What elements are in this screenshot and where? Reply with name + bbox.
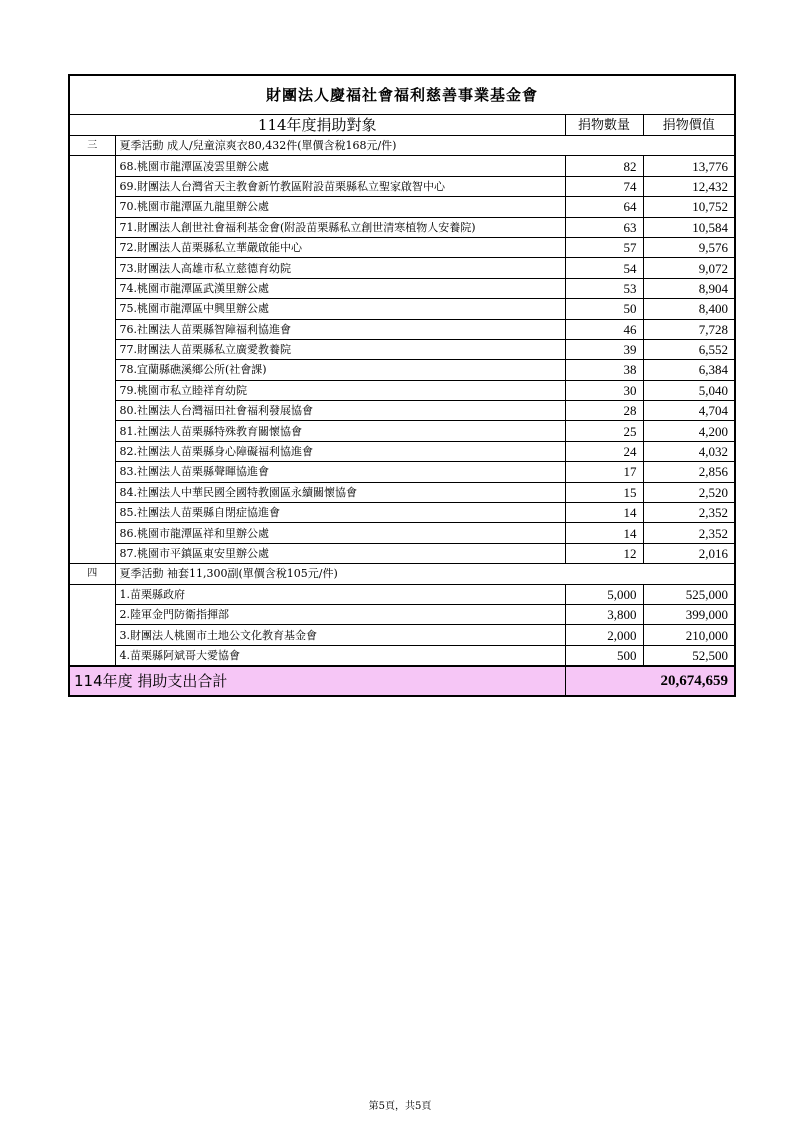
index-spacer: [69, 421, 115, 441]
value-cell: 210,000: [643, 625, 735, 645]
index-spacer: [69, 176, 115, 196]
recipient-name: 73.財團法人高雄市私立慈德育幼院: [115, 258, 565, 278]
table-body: [69, 75, 735, 696]
index-spacer: [69, 625, 115, 645]
value-cell: 5,040: [643, 380, 735, 400]
total-value: 20,674,659: [565, 666, 735, 696]
quantity-cell: 14: [565, 523, 643, 543]
quantity-cell: 64: [565, 197, 643, 217]
recipient-name: 86.桃園市龍潭區祥和里辦公處: [115, 523, 565, 543]
quantity-cell: 53: [565, 278, 643, 298]
quantity-cell: 28: [565, 401, 643, 421]
value-cell: 2,520: [643, 482, 735, 502]
quantity-cell: 63: [565, 217, 643, 237]
section-title: 夏季活動 袖套11,300副(單價含稅105元/件): [115, 564, 735, 584]
table-row: [69, 176, 735, 196]
document-title: 財團法人慶福社會福利慈善事業基金會: [69, 75, 735, 115]
value-cell: 2,352: [643, 503, 735, 523]
value-cell: 8,400: [643, 299, 735, 319]
index-spacer: [69, 482, 115, 502]
recipient-name: 72.財團法人苗栗縣私立華嚴啟能中心: [115, 237, 565, 257]
quantity-cell: 17: [565, 462, 643, 482]
table-row: [69, 482, 735, 502]
index-spacer: [69, 401, 115, 421]
total-label: 114年度 捐助支出合計: [69, 666, 565, 696]
value-cell: 8,904: [643, 278, 735, 298]
index-spacer: [69, 604, 115, 624]
value-cell: 6,552: [643, 339, 735, 359]
section-index: 三: [69, 136, 115, 156]
index-spacer: [69, 197, 115, 217]
index-spacer: [69, 217, 115, 237]
table-row: [69, 503, 735, 523]
header-row: [69, 115, 735, 136]
quantity-cell: 24: [565, 441, 643, 461]
recipient-name: 76.社團法人苗栗縣智障福利協進會: [115, 319, 565, 339]
header-recipient: 114年度捐助對象: [69, 115, 565, 136]
index-spacer: [69, 584, 115, 604]
recipient-name: 78.宜蘭縣礁溪鄉公所(社會課): [115, 360, 565, 380]
quantity-cell: 15: [565, 482, 643, 502]
index-spacer: [69, 523, 115, 543]
index-spacer: [69, 156, 115, 176]
recipient-name: 82.社團法人苗栗縣身心障礙福利協進會: [115, 441, 565, 461]
value-cell: 2,856: [643, 462, 735, 482]
index-spacer: [69, 380, 115, 400]
recipient-name: 85.社團法人苗栗縣自閉症協進會: [115, 503, 565, 523]
table-row: [69, 237, 735, 257]
recipient-name: 1.苗栗縣政府: [115, 584, 565, 604]
value-cell: 6,384: [643, 360, 735, 380]
quantity-cell: 3,800: [565, 604, 643, 624]
index-spacer: [69, 441, 115, 461]
value-cell: 10,752: [643, 197, 735, 217]
section-index: 四: [69, 564, 115, 584]
recipient-name: 74.桃園市龍潭區武漢里辦公處: [115, 278, 565, 298]
quantity-cell: 38: [565, 360, 643, 380]
quantity-cell: 74: [565, 176, 643, 196]
recipient-name: 77.財團法人苗栗縣私立廣愛教養院: [115, 339, 565, 359]
index-spacer: [69, 543, 115, 563]
index-spacer: [69, 339, 115, 359]
header-value: 捐物價值: [643, 115, 735, 136]
recipient-name: 87.桃園市平鎮區東安里辦公處: [115, 543, 565, 563]
recipient-name: 84.社團法人中華民國全國特教園區永續關懷協會: [115, 482, 565, 502]
header-quantity: 捐物數量: [565, 115, 643, 136]
table-row: [69, 339, 735, 359]
table-row: [69, 299, 735, 319]
quantity-cell: 46: [565, 319, 643, 339]
recipient-name: 4.苗栗縣阿斌哥大愛協會: [115, 645, 565, 666]
value-cell: 399,000: [643, 604, 735, 624]
value-cell: 52,500: [643, 645, 735, 666]
recipient-name: 71.財團法人創世社會福利基金會(附設苗栗縣私立創世清寒植物人安養院): [115, 217, 565, 237]
value-cell: 7,728: [643, 319, 735, 339]
index-spacer: [69, 278, 115, 298]
index-spacer: [69, 299, 115, 319]
value-cell: 9,072: [643, 258, 735, 278]
quantity-cell: 50: [565, 299, 643, 319]
table-row: [69, 462, 735, 482]
quantity-cell: 2,000: [565, 625, 643, 645]
quantity-cell: 39: [565, 339, 643, 359]
total-row: [69, 666, 735, 696]
index-spacer: [69, 258, 115, 278]
recipient-name: 75.桃園市龍潭區中興里辦公處: [115, 299, 565, 319]
table-row: [69, 319, 735, 339]
quantity-cell: 57: [565, 237, 643, 257]
section-title: 夏季活動 成人/兒童涼爽衣80,432件(單價含稅168元/件): [115, 136, 735, 156]
recipient-name: 2.陸軍金門防衛指揮部: [115, 604, 565, 624]
table-row: [69, 441, 735, 461]
value-cell: 9,576: [643, 237, 735, 257]
index-spacer: [69, 462, 115, 482]
quantity-cell: 25: [565, 421, 643, 441]
table-row: [69, 156, 735, 176]
table-row: [69, 258, 735, 278]
table-row: [69, 645, 735, 666]
table-row: [69, 625, 735, 645]
index-spacer: [69, 360, 115, 380]
recipient-name: 80.社團法人台灣福田社會福利發展協會: [115, 401, 565, 421]
value-cell: 10,584: [643, 217, 735, 237]
table-row: [69, 217, 735, 237]
donation-table: [68, 74, 736, 697]
quantity-cell: 30: [565, 380, 643, 400]
table-row: [69, 380, 735, 400]
section-row: [69, 136, 735, 156]
index-spacer: [69, 319, 115, 339]
page-number: 第5頁，共5頁: [368, 1101, 432, 1112]
index-spacer: [69, 503, 115, 523]
value-cell: 525,000: [643, 584, 735, 604]
table-row: [69, 604, 735, 624]
quantity-cell: 54: [565, 258, 643, 278]
quantity-cell: 500: [565, 645, 643, 666]
table-row: [69, 543, 735, 563]
recipient-name: 3.財團法人桃園市土地公文化教育基金會: [115, 625, 565, 645]
table-row: [69, 360, 735, 380]
table-row: [69, 584, 735, 604]
index-spacer: [69, 645, 115, 666]
quantity-cell: 5,000: [565, 584, 643, 604]
recipient-name: 69.財團法人台灣省天主教會新竹教區附設苗栗縣私立聖家啟智中心: [115, 176, 565, 196]
quantity-cell: 82: [565, 156, 643, 176]
section-row: [69, 564, 735, 584]
recipient-name: 81.社團法人苗栗縣特殊教育關懷協會: [115, 421, 565, 441]
value-cell: 4,704: [643, 401, 735, 421]
value-cell: 2,016: [643, 543, 735, 563]
recipient-name: 68.桃園市龍潭區凌雲里辦公處: [115, 156, 565, 176]
table-row: [69, 278, 735, 298]
index-spacer: [69, 237, 115, 257]
title-row: [69, 75, 735, 115]
recipient-name: 83.社團法人苗栗縣聲暉協進會: [115, 462, 565, 482]
table-row: [69, 197, 735, 217]
quantity-cell: 14: [565, 503, 643, 523]
value-cell: 13,776: [643, 156, 735, 176]
value-cell: 12,432: [643, 176, 735, 196]
quantity-cell: 12: [565, 543, 643, 563]
value-cell: 4,200: [643, 421, 735, 441]
table-row: [69, 421, 735, 441]
value-cell: 4,032: [643, 441, 735, 461]
recipient-name: 70.桃園市龍潭區九龍里辦公處: [115, 197, 565, 217]
recipient-name: 79.桃園市私立睦祥育幼院: [115, 380, 565, 400]
value-cell: 2,352: [643, 523, 735, 543]
table-row: [69, 523, 735, 543]
table-row: [69, 401, 735, 421]
